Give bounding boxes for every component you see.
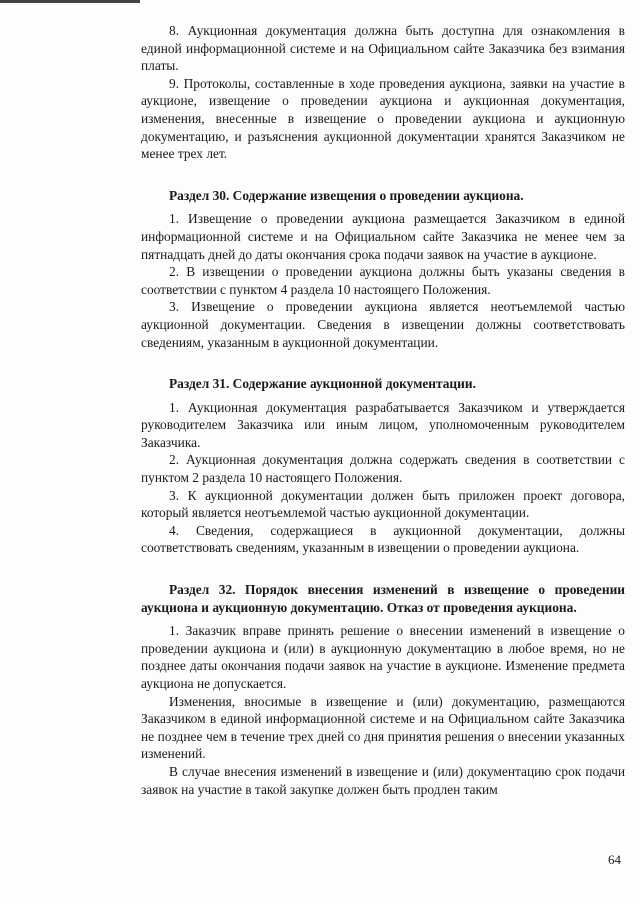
page-number: 64 xyxy=(608,852,621,867)
section-30-heading: Раздел 30. Содержание извещения о проведении аукциона. xyxy=(169,187,524,203)
section-32-paragraph: 1. Заказчик вправе принять решение о внесении изменений в извещение о проведении аукциона и (или) в аукционную документацию в любое время, но не позднее даты окончания подачи заявок на участие в аукционе. Изменение предмета аукциона не допускается. xyxy=(141,623,625,691)
section-31-paragraph: 2. Аукционная документация должна содержать сведения в соответствии с пунктом 2 раздела 10 настоящего Положения. xyxy=(141,452,625,486)
top-rule xyxy=(0,0,140,3)
section-30-paragraph: 1. Извещение о проведении аукциона размещается Заказчиком в единой информационной системе и на Официальном сайте Заказчика не менее чем за пятнадцать дней до даты окончания срока подачи заявок на участие в аукционе. xyxy=(141,211,625,262)
section-31-paragraph: 3. К аукционной документации должен быть приложен проект договора, который является неотъемлемой частью аукционной документации. xyxy=(141,487,625,521)
section-30-paragraph: 2. В извещении о проведении аукциона должны быть указаны сведения в соответствии с пунктом 4 раздела 10 настоящего Положения. xyxy=(141,264,625,297)
section-30-paragraph: 3. Извещение о проведении аукциона является неотъемлемой частью аукционной документации. Сведения в извещении должны соответствовать сведениям, указанным в аукционной документации. xyxy=(141,299,625,350)
document-page xyxy=(141,22,625,798)
section-32-paragraph: В случае внесения изменений в извещение и (или) документацию срок подачи заявок на участие в такой закупке должен быть продлен таким xyxy=(141,763,625,797)
section-31-paragraph: 1. Аукционная документация разрабатывается Заказчиком и утверждается руководителем Заказчика или иным лицом, уполномоченным руководителем Заказчика. xyxy=(141,399,625,450)
section-31-paragraph: 4. Сведения, содержащиеся в аукционной документации, должны соответствовать сведениям, указанным в извещении о проведении аукциона. xyxy=(141,522,625,556)
section-32-heading: Раздел 32. Порядок внесения изменений в извещение о проведении аукциона и аукционную документацию. Отказ от проведения аукциона. xyxy=(141,582,625,615)
paragraph-8: 8. Аукционная документация должна быть доступна для ознакомления в единой информационной системе и на Официальном сайте Заказчика без взимания платы. xyxy=(141,23,625,74)
section-31-heading: Раздел 31. Содержание аукционной документации. xyxy=(169,376,476,392)
section-32-paragraph: Изменения, вносимые в извещение и (или) документацию, размещаются Заказчиком в единой информационной системе и на Официальном сайте Заказчика не позднее чем в течение трех дней со дня принятия решения о внесении указанных изменений. xyxy=(141,693,625,762)
paragraph-9: 9. Протоколы, составленные в ходе проведения аукциона, заявки на участие в аукционе, извещение о проведении аукциона и аукционная документация, изменения, внесенные в извещение о проведении аукциона и аукционную документацию, и разъяснения аукционной документации хранятся Заказчиком не менее трех лет. xyxy=(141,75,625,162)
